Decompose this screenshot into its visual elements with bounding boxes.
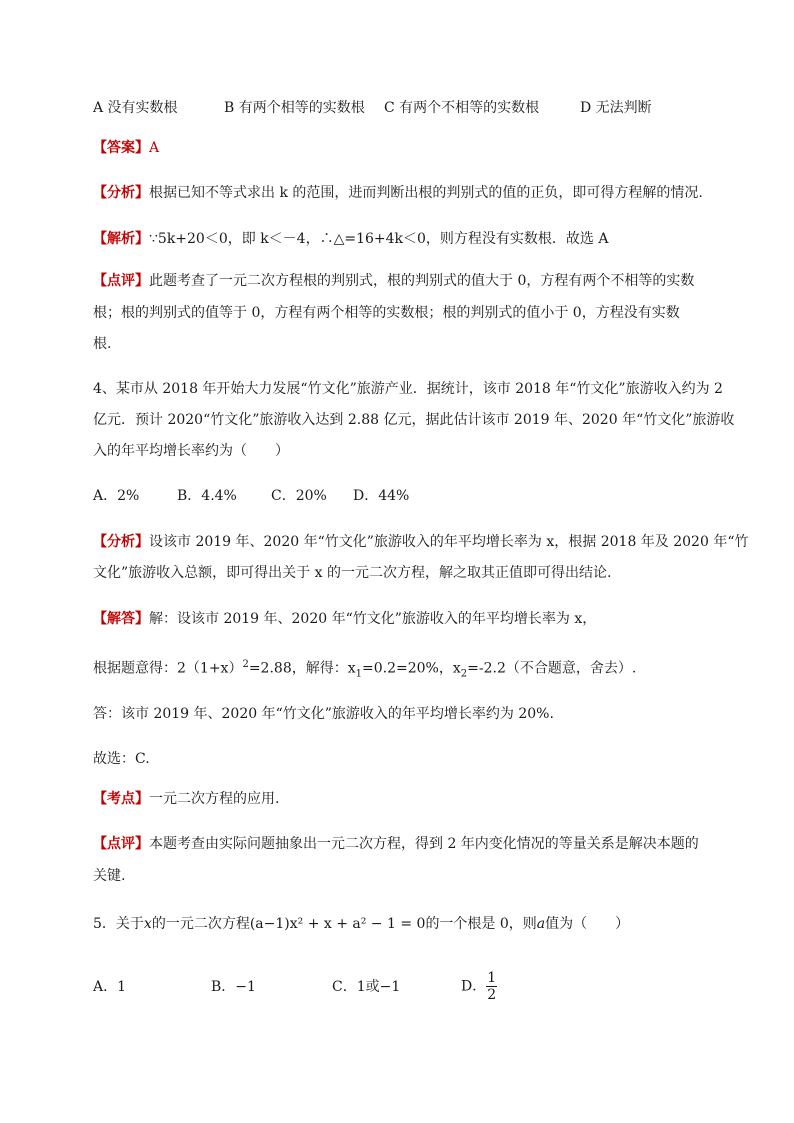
analysis-text: 根据已知不等式求出 k 的范围，进而判断出根的判别式的值的正负，即可得方程解的情况. bbox=[149, 185, 703, 201]
q3-option-a: A 没有实数根 bbox=[93, 100, 178, 116]
analysis-tag: 【分析】 bbox=[93, 534, 149, 550]
comment-text: 此题考查了一元二次方程根的判别式，根的判别式的值大于 0，方程有两个不相等的实数 bbox=[149, 273, 695, 289]
q4-solution-line2 bbox=[93, 655, 636, 684]
option-label: D． bbox=[461, 978, 487, 995]
q4-comment-line1 bbox=[93, 834, 699, 854]
point-text: 一元二次方程的应用. bbox=[149, 791, 280, 807]
stem-text: 的一个根是 0，则 bbox=[425, 916, 537, 932]
solution-text: 解：设该市 2019 年、2020 年“竹文化”旅游收入的年平均增长率为 x， bbox=[149, 611, 597, 627]
q4-solution-line4: 故选：C. bbox=[93, 751, 150, 767]
fraction bbox=[486, 970, 497, 1003]
q4-option-a: A．2% bbox=[93, 488, 140, 504]
q4-option-d: D．44% bbox=[353, 488, 410, 504]
q3-option-d: D 无法判断 bbox=[580, 100, 652, 116]
q3-answer bbox=[93, 138, 159, 158]
solution-text: ∵5k+20＜0，即 k＜－4，∴△=16+4k＜0，则方程没有实数根．故选 A bbox=[149, 231, 609, 247]
q3-option-c: C 有两个不相等的实数根 bbox=[384, 100, 540, 116]
answer-tag: 【答案】 bbox=[93, 140, 149, 156]
q4-options bbox=[93, 486, 409, 506]
stem-text: 的一元二次方程 bbox=[151, 916, 250, 932]
comment-tag: 【点评】 bbox=[93, 273, 149, 289]
q5-option-a: A．1 bbox=[93, 978, 127, 995]
q5-option-b: B．−1 bbox=[211, 978, 256, 995]
solution-tag: 【解析】 bbox=[93, 231, 149, 247]
q3-comment-line1 bbox=[93, 271, 694, 291]
fraction-numerator: 1 bbox=[487, 970, 497, 986]
solution-text: =-2.2（不合题意，舍去）. bbox=[467, 660, 637, 677]
q4-comment-line2: 关键. bbox=[93, 868, 126, 884]
fraction-denominator: 2 bbox=[487, 987, 497, 1003]
variable: a bbox=[536, 916, 546, 932]
q3-analysis bbox=[93, 183, 703, 203]
subscript: 1 bbox=[355, 668, 363, 680]
q5-stem bbox=[93, 914, 629, 934]
q4-solution-line3: 答：该市 2019 年、2020 年“竹文化”旅游收入的年平均增长率约为 20%. bbox=[93, 706, 554, 722]
solution-text: =0.2=20%，x bbox=[362, 660, 461, 677]
q5-option-c: C．1或−1 bbox=[332, 978, 401, 995]
solution-tag: 【解答】 bbox=[93, 611, 149, 627]
answer-text: A bbox=[149, 140, 160, 156]
q5-option-d bbox=[461, 970, 497, 1003]
stem-text: 5．关于 bbox=[93, 916, 144, 932]
q4-stem-line2: 亿元．预计 2020“竹文化”旅游收入达到 2.88 亿元，据此估计该市 2019 年、2020 年“竹文化”旅游收 bbox=[93, 412, 735, 428]
q4-option-c: C．20% bbox=[271, 488, 327, 504]
q5-options bbox=[93, 970, 497, 1003]
q4-analysis-line2: 文化”旅游收入总额，即可得出关于 x 的一元二次方程，解之取其正值即可得出结论. bbox=[93, 565, 612, 581]
solution-text: 根据题意得：2（1+x） bbox=[93, 660, 243, 677]
subscript: 2 bbox=[460, 668, 468, 680]
comment-tag: 【点评】 bbox=[93, 836, 149, 852]
q4-option-b: B．4.4% bbox=[177, 488, 237, 504]
comment-text: 本题考查由实际问题抽象出一元二次方程，得到 2 年内变化情况的等量关系是解决本题的 bbox=[149, 836, 699, 852]
q3-comment-line3: 根. bbox=[93, 336, 112, 352]
point-tag: 【考点】 bbox=[93, 791, 149, 807]
q4-stem-line1: 4、某市从 2018 年开始大力发展“竹文化”旅游产业．据统计，该市 2018 年“竹文化”旅游收入约为 2 bbox=[93, 381, 723, 397]
stem-text: 值为（ ） bbox=[545, 916, 630, 932]
q4-point bbox=[93, 789, 279, 809]
q3-solution bbox=[93, 229, 609, 249]
q3-comment-line2: 根；根的判别式的值等于 0，方程有两个相等的实数根；根的判别式的值小于 0，方程没有实数 bbox=[93, 305, 680, 321]
analysis-tag: 【分析】 bbox=[93, 185, 149, 201]
q4-solution-line1 bbox=[93, 609, 596, 629]
q4-stem-line3: 入的年平均增长率约为（ ） bbox=[93, 443, 289, 459]
q3-options bbox=[93, 98, 652, 118]
solution-text: =2.88，解得：x bbox=[248, 660, 356, 677]
variable: x bbox=[143, 916, 152, 932]
analysis-text: 设该市 2019 年、2020 年“竹文化”旅游收入的年平均增长率为 x，根据 2018 年及 2020 年“竹 bbox=[149, 534, 749, 550]
equation: (a−1)x² + x + a² − 1 = 0 bbox=[249, 916, 426, 932]
q4-analysis-line1 bbox=[93, 532, 748, 552]
q3-option-b: B 有两个相等的实数根 bbox=[224, 100, 365, 116]
superscript: 2 bbox=[242, 659, 249, 670]
